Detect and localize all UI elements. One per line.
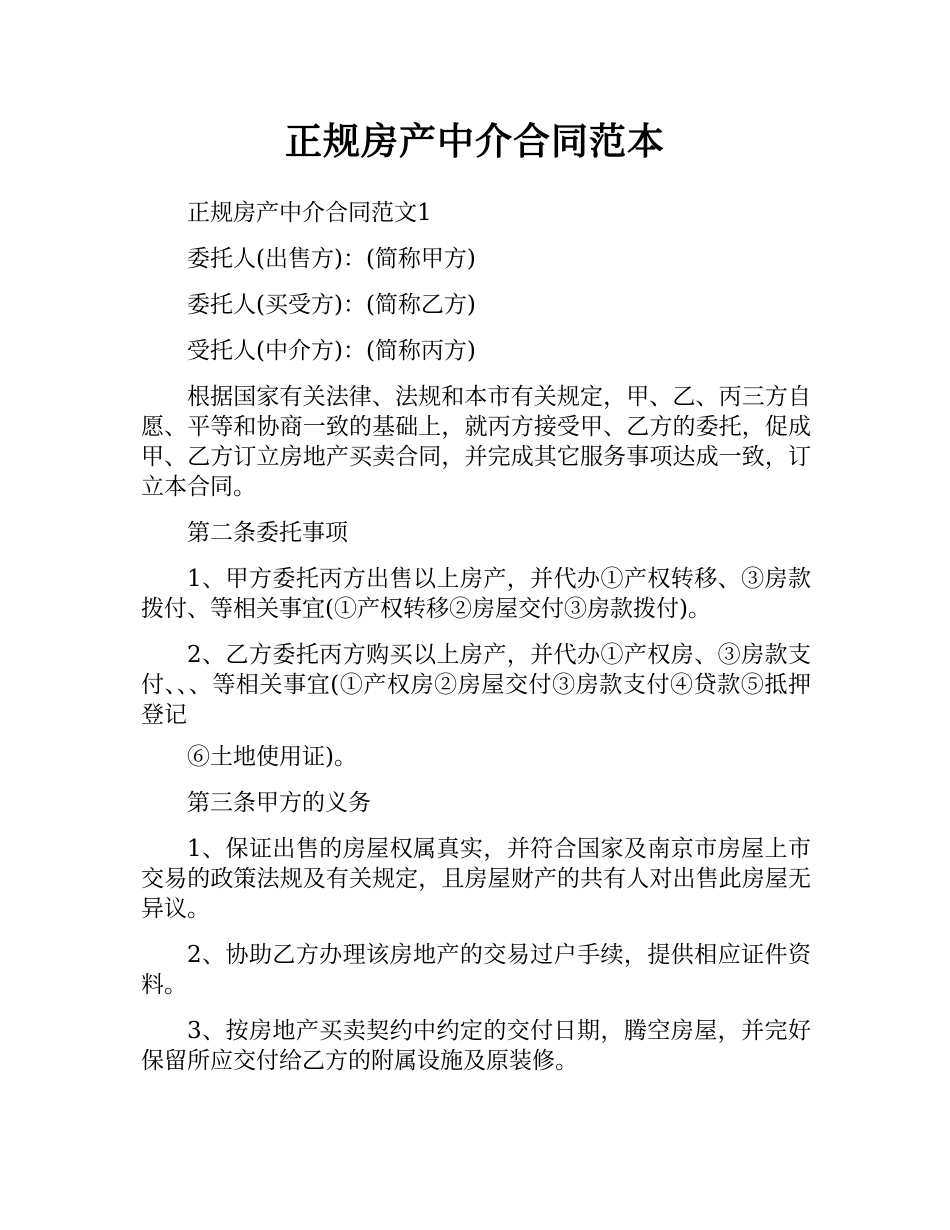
paragraph-article-2-item-2: 2、乙方委托丙方购买以上房产，并代办①产权房、③房款支付、、、等相关事宜(①产权房②房屋交付③房款支付④贷款⑤抵押登记 xyxy=(141,642,811,728)
document-title: 正规房产中介合同范本 xyxy=(285,120,665,163)
document-body xyxy=(141,198,811,1092)
paragraph-party-agent: 受托人(中介方)：(简称丙方) xyxy=(187,338,476,364)
paragraph-article-2-item-1: 1、甲方委托丙方出售以上房产，并代办①产权转移、③房款拨付、等相关事宜(①产权转移②房屋交付③房款拨付)。 xyxy=(141,566,811,622)
paragraph-article-3-heading: 第三条甲方的义务 xyxy=(187,790,371,816)
paragraph-heading-sample-1: 正规房产中介合同范文1 xyxy=(187,200,432,226)
paragraph-article-3-item-2: 2、协助乙方办理该房地产的交易过户手续，提供相应证件资料。 xyxy=(141,942,811,998)
paragraph-party-seller: 委托人(出售方)：(简称甲方) xyxy=(187,246,476,272)
paragraph-preamble: 根据国家有关法律、法规和本市有关规定，甲、乙、丙三方自愿、平等和协商一致的基础上，就丙方接受甲、乙方的委托，促成甲、乙方订立房地产买卖合同，并完成其它服务事项达成一致，订立本合同。 xyxy=(141,384,811,500)
paragraph-article-2-heading: 第二条委托事项 xyxy=(187,520,348,546)
paragraph-party-buyer: 委托人(买受方)：(简称乙方) xyxy=(187,292,476,318)
paragraph-article-2-item-2-cont: ⑥土地使用证)。 xyxy=(187,744,357,770)
paragraph-article-3-item-1: 1、保证出售的房屋权属真实，并符合国家及南京市房屋上市交易的政策法规及有关规定，且房屋财产的共有人对出售此房屋无异议。 xyxy=(141,836,811,922)
paragraph-article-3-item-3: 3、按房地产买卖契约中约定的交付日期，腾空房屋，并完好保留所应交付给乙方的附属设施及原装修。 xyxy=(141,1018,811,1074)
